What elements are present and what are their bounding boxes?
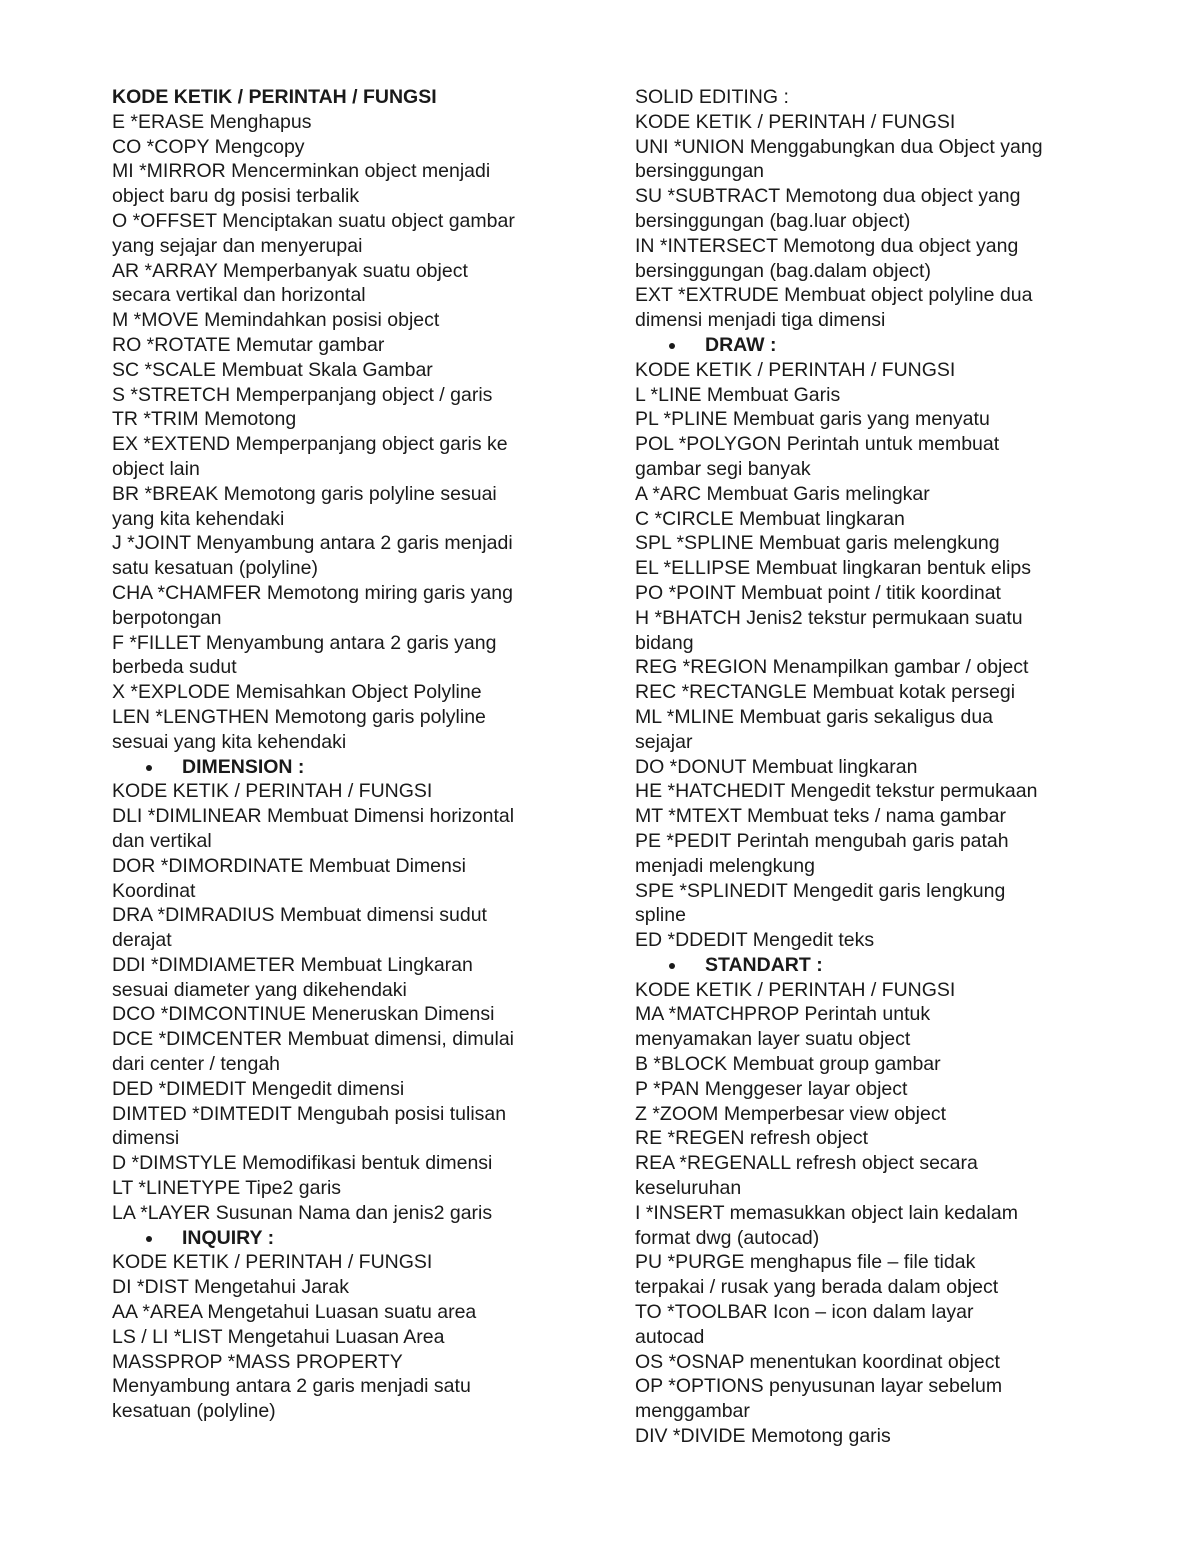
text-line: sesuai yang kita kehendaki — [112, 730, 347, 753]
bullet-dot-icon — [146, 1236, 152, 1242]
text-line: EX *EXTEND Memperpanjang object garis ke — [112, 433, 508, 456]
text-line: DIV *DIVIDE Memotong garis — [635, 1425, 891, 1448]
text-line: OS *OSNAP menentukan koordinat object — [635, 1350, 1000, 1373]
text-line: AA *AREA Mengetahui Luasan suatu area — [112, 1301, 477, 1324]
text-line: X *EXPLODE Memisahkan Object Polyline — [112, 681, 482, 704]
text-line: MT *MTEXT Membuat teks / nama gambar — [635, 805, 1006, 828]
text-line: dimensi — [112, 1127, 180, 1150]
text-line: B *BLOCK Membuat group gambar — [635, 1053, 941, 1076]
text-line: DED *DIMEDIT Mengedit dimensi — [112, 1077, 405, 1100]
section-bullet-heading — [635, 333, 1095, 358]
text-line: REG *REGION Menampilkan gambar / object — [635, 656, 1029, 679]
text-line: CO *COPY Mengcopy — [112, 135, 305, 158]
text-line: yang kita kehendaki — [112, 507, 285, 530]
text-line: object lain — [112, 457, 200, 480]
section-heading-text: DIMENSION : — [182, 755, 305, 778]
text-line: P *PAN Menggeser layar object — [635, 1077, 908, 1100]
text-line: REC *RECTANGLE Membuat kotak persegi — [635, 681, 1016, 704]
text-line: PL *PLINE Membuat garis yang menyatu — [635, 408, 990, 431]
text-line: RE *REGEN refresh object — [635, 1127, 869, 1150]
text-line: DLI *DIMLINEAR Membuat Dimensi horizontal — [112, 805, 515, 828]
text-line: LA *LAYER Susunan Nama dan jenis2 garis — [112, 1201, 493, 1224]
text-line: E *ERASE Menghapus — [112, 110, 312, 133]
text-line: Koordinat — [112, 879, 196, 902]
text-line: DCE *DIMCENTER Membuat dimensi, dimulai — [112, 1028, 515, 1051]
text-line: DI *DIST Mengetahui Jarak — [112, 1276, 349, 1299]
text-line: SPL *SPLINE Membuat garis melengkung — [635, 532, 1000, 555]
text-line: UNI *UNION Menggabungkan dua Object yang — [635, 135, 1043, 158]
text-line: keseluruhan — [635, 1177, 742, 1200]
text-line: D *DIMSTYLE Memodifikasi bentuk dimensi — [112, 1152, 493, 1175]
text-line: DO *DONUT Membuat lingkaran — [635, 755, 918, 778]
column-heading: KODE KETIK / PERINTAH / FUNGSI — [112, 86, 437, 108]
text-line: DDI *DIMDIAMETER Membuat Lingkaran — [112, 953, 473, 976]
text-line: DRA *DIMRADIUS Membuat dimensi sudut — [112, 904, 487, 927]
text-line: OP *OPTIONS penyusunan layar sebelum — [635, 1375, 1003, 1398]
text-line: LEN *LENGTHEN Memotong garis polyline — [112, 705, 486, 728]
text-line: REA *REGENALL refresh object secara — [635, 1152, 978, 1175]
text-line: TR *TRIM Memotong — [112, 408, 297, 431]
text-line: terpakai / rusak yang berada dalam object — [635, 1276, 999, 1299]
text-line: PE *PEDIT Perintah mengubah garis patah — [635, 829, 1009, 852]
text-line: M *MOVE Memindahkan posisi object — [112, 309, 440, 332]
text-line: spline — [635, 904, 686, 927]
text-line: satu kesatuan (polyline) — [112, 557, 318, 580]
section-bullet-heading — [112, 1226, 572, 1251]
text-line: berbeda sudut — [112, 656, 237, 679]
text-line: LT *LINETYPE Tipe2 garis — [112, 1177, 342, 1200]
text-line: autocad — [635, 1325, 705, 1348]
text-line: dari center / tengah — [112, 1053, 281, 1076]
text-line: bersinggungan (bag.dalam object) — [635, 259, 931, 282]
text-line: LS / LI *LIST Mengetahui Luasan Area — [112, 1325, 445, 1348]
text-line: MASSPROP *MASS PROPERTY — [112, 1350, 403, 1373]
right-column — [635, 85, 1095, 1449]
text-line: C *CIRCLE Membuat lingkaran — [635, 507, 905, 530]
text-line: H *BHATCH Jenis2 tekstur permukaan suatu — [635, 606, 1023, 629]
text-line: EL *ELLIPSE Membuat lingkaran bentuk elips — [635, 557, 1032, 580]
text-line: ED *DDEDIT Mengedit teks — [635, 929, 875, 952]
text-line: menggambar — [635, 1400, 750, 1423]
bullet-dot-icon — [669, 963, 675, 969]
text-line: yang sejajar dan menyerupai — [112, 234, 363, 257]
section-heading-text: STANDART : — [705, 953, 823, 976]
text-line: BR *BREAK Memotong garis polyline sesuai — [112, 482, 497, 505]
text-line: I *INSERT memasukkan object lain kedalam — [635, 1201, 1018, 1224]
text-line: KODE KETIK / PERINTAH / FUNGSI — [112, 780, 433, 803]
text-line: menyamakan layer suatu object — [635, 1028, 911, 1051]
text-line: DOR *DIMORDINATE Membuat Dimensi — [112, 854, 466, 877]
text-line: TO *TOOLBAR Icon – icon dalam layar — [635, 1301, 974, 1324]
text-line: L *LINE Membuat Garis — [635, 383, 841, 406]
bullet-dot-icon — [146, 765, 152, 771]
text-line: sejajar — [635, 730, 693, 753]
text-line: S *STRETCH Memperpanjang object / garis — [112, 383, 493, 406]
text-line: ML *MLINE Membuat garis sekaligus dua — [635, 705, 994, 728]
text-line: PO *POINT Membuat point / titik koordinat — [635, 581, 1001, 604]
text-line: secara vertikal dan horizontal — [112, 284, 366, 307]
text-line: CHA *CHAMFER Memotong miring garis yang — [112, 581, 513, 604]
text-line: O *OFFSET Menciptakan suatu object gambar — [112, 209, 515, 232]
text-line: derajat — [112, 929, 172, 952]
text-line: dan vertikal — [112, 829, 212, 852]
text-line: bersinggungan — [635, 160, 765, 183]
text-line: DCO *DIMCONTINUE Meneruskan Dimensi — [112, 1003, 495, 1026]
text-line: MA *MATCHPROP Perintah untuk — [635, 1003, 931, 1026]
text-line: dimensi menjadi tiga dimensi — [635, 309, 886, 332]
text-line: KODE KETIK / PERINTAH / FUNGSI — [635, 978, 956, 1001]
text-line: MI *MIRROR Mencerminkan object menjadi — [112, 160, 491, 183]
text-line: kesatuan (polyline) — [112, 1400, 276, 1423]
text-line: J *JOINT Menyambung antara 2 garis menjadi — [112, 532, 513, 555]
text-line: sesuai diameter yang dikehendaki — [112, 978, 407, 1001]
bullet-dot-icon — [669, 343, 675, 349]
text-line: format dwg (autocad) — [635, 1226, 820, 1249]
text-line: IN *INTERSECT Memotong dua object yang — [635, 234, 1019, 257]
section-bullet-heading — [635, 953, 1095, 978]
text-line: F *FILLET Menyambung antara 2 garis yang — [112, 631, 497, 654]
text-line: POL *POLYGON Perintah untuk membuat — [635, 433, 1000, 456]
text-line: Z *ZOOM Memperbesar view object — [635, 1102, 947, 1125]
section-heading-text: INQUIRY : — [182, 1226, 275, 1249]
text-line: RO *ROTATE Memutar gambar — [112, 333, 385, 356]
left-column — [112, 85, 572, 1424]
text-line: bidang — [635, 631, 694, 654]
text-line: KODE KETIK / PERINTAH / FUNGSI — [635, 110, 956, 133]
text-line: A *ARC Membuat Garis melingkar — [635, 482, 930, 505]
text-line: KODE KETIK / PERINTAH / FUNGSI — [635, 358, 956, 381]
text-line: gambar segi banyak — [635, 457, 811, 480]
text-line: EXT *EXTRUDE Membuat object polyline dua — [635, 284, 1033, 307]
text-line: berpotongan — [112, 606, 222, 629]
text-line: SPE *SPLINEDIT Mengedit garis lengkung — [635, 879, 1006, 902]
text-line: SC *SCALE Membuat Skala Gambar — [112, 358, 433, 381]
text-line: menjadi melengkung — [635, 854, 815, 877]
text-line: DIMTED *DIMTEDIT Mengubah posisi tulisan — [112, 1102, 507, 1125]
text-line: object baru dg posisi terbalik — [112, 185, 360, 208]
text-line: HE *HATCHEDIT Mengedit tekstur permukaan — [635, 780, 1038, 803]
text-line: KODE KETIK / PERINTAH / FUNGSI — [112, 1251, 433, 1274]
text-line: SU *SUBTRACT Memotong dua object yang — [635, 185, 1021, 208]
section-heading-text: DRAW : — [705, 333, 777, 356]
section-bullet-heading — [112, 755, 572, 780]
text-line: bersinggungan (bag.luar object) — [635, 209, 911, 232]
text-line: SOLID EDITING : — [635, 86, 789, 108]
text-line: PU *PURGE menghapus file – file tidak — [635, 1251, 976, 1274]
text-line: Menyambung antara 2 garis menjadi satu — [112, 1375, 471, 1398]
text-line: AR *ARRAY Memperbanyak suatu object — [112, 259, 468, 282]
